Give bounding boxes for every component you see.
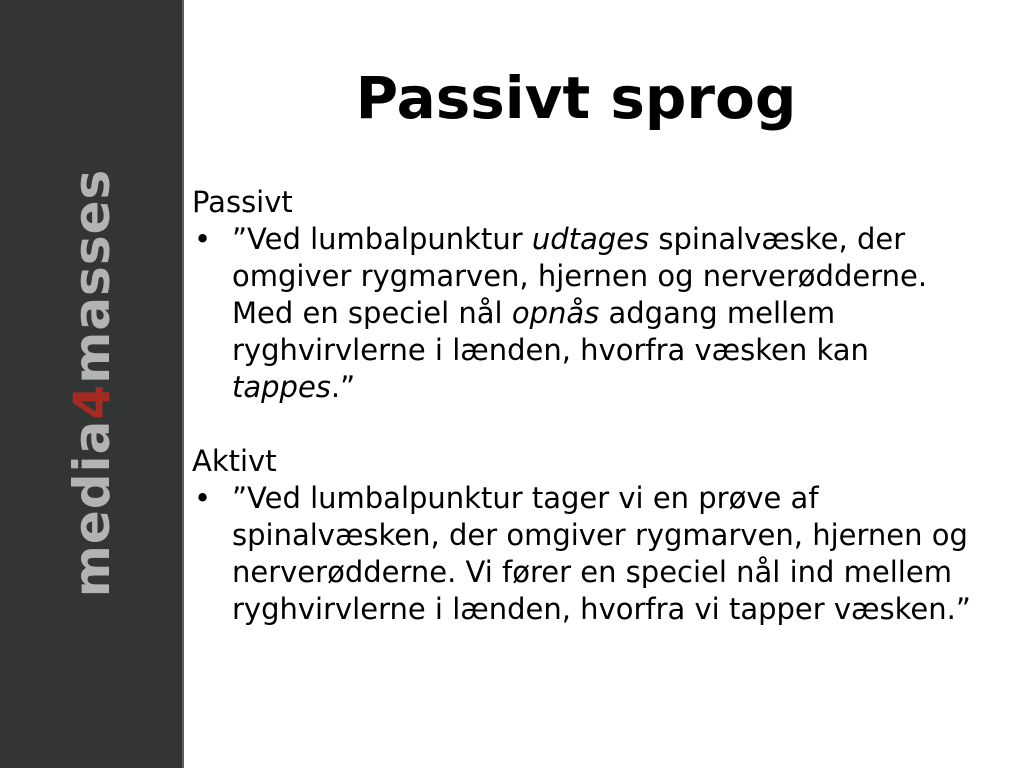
section-spacer	[192, 406, 972, 443]
passive-text-2: spinalvæske, der omgiver rygmarven, hjernen og nerverødderne. Med en speciel nål	[232, 222, 928, 330]
passive-heading: Passivt	[192, 185, 293, 219]
passive-text-3: adgang mellem ryghvirvlerne i lænden, hvorfra væsken kan	[232, 296, 869, 367]
passive-text-4: .”	[330, 370, 356, 404]
passive-text-1: ”Ved lumbalpunktur	[232, 222, 532, 256]
passive-verb-udtages: udtages	[531, 222, 650, 256]
active-text: ”Ved lumbalpunktur tager vi en prøve af spinalvæsken, der omgiver rygmarven, hjernen og nerverødderne. Vi fører en speciel nål ind mellem ryghvirvlerne i lænden, hvorfra vi tapper væsken.”	[232, 481, 971, 626]
media4masses-logo	[63, 168, 121, 598]
logo-text-accent: 4	[63, 383, 121, 420]
slide-title: Passivt sprog	[355, 64, 797, 132]
active-bullet	[192, 480, 972, 628]
passive-verb-opnaas: opnås	[511, 296, 600, 330]
bullet-marker: •	[194, 481, 212, 515]
slide-content	[192, 184, 972, 628]
sidebar	[0, 0, 184, 768]
passive-bullet	[192, 221, 972, 406]
logo-text-masses: masses	[63, 168, 121, 384]
logo-text-media: media	[63, 419, 121, 598]
active-heading: Aktivt	[192, 444, 277, 478]
bullet-marker: •	[194, 222, 212, 256]
passive-verb-tappes: tappes	[232, 370, 331, 404]
